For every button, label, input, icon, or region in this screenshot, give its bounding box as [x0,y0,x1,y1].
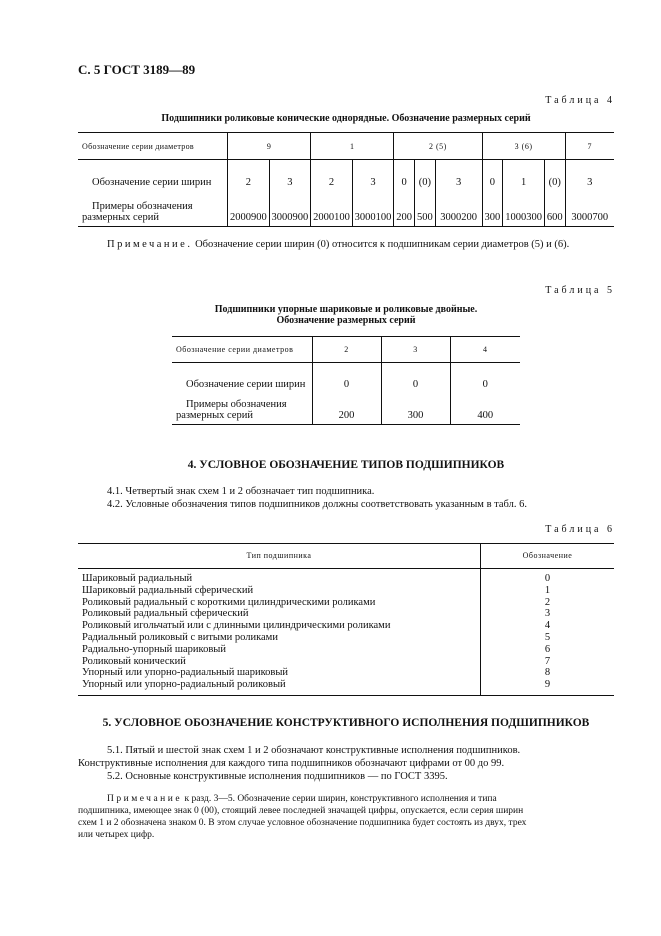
table4-width-series-label: Обозначение серии ширин [92,177,212,188]
table6-code-item: 8 [544,667,551,679]
table6-code-item: 2 [544,596,551,608]
table6-col2-header: Обозначение [481,544,615,569]
table6-type-item: Упорный или упорно-радиальный шариковый [82,667,289,679]
table5-diameter-cell: 2 [312,337,381,363]
table5-width-cell: 0 [381,363,450,392]
table4-width-cell: 0 [482,160,503,190]
table4-header-label: Обозначение серии диаметров [78,133,228,160]
note1 [107,238,627,251]
table6-code-item: 5 [544,631,551,643]
table5-header-label: Обозначение серии диаметров [172,337,312,363]
note2-line1 [78,793,618,805]
table4-width-cell: (0) [544,160,565,190]
table4-examples-label: Примеры обозначения размерных серий [82,201,193,223]
section4-heading: 4. УСЛОВНОЕ ОБОЗНАЧЕНИЕ ТИПОВ ПОДШИПНИКОВ [187,459,505,471]
table4-width-cell: 3 [269,160,311,190]
note2-line3: схем 1 и 2 обозначена знаком 0. В этом случае условное обозначение подшипника будет состоять из двух, трех [78,818,527,828]
table5-title [172,304,520,326]
table4-diameter-2-5: 2 (5) [394,133,482,160]
table4-example-cell: 600 [544,189,565,227]
table6-types [78,569,481,696]
note2-line1-text: к разд. 3—5. Обозначение серии ширин, конструктивного исполнения и типа [182,794,497,804]
page-header: С. 5 ГОСТ 3189—89 [78,62,196,77]
table6-codes [481,569,615,696]
table4-example-cell: 3000700 [565,189,614,227]
section5-para1-line2: Конструктивные исполнения для каждого типа подшипников обозначают цифрами от 00 до 99. [78,758,505,769]
table4-example-cell: 2000100 [311,189,353,227]
table6 [78,543,614,696]
table6-code-item: 7 [544,655,551,667]
table4-width-cell: 1 [503,160,545,190]
table4-example-cell: 200 [394,189,415,227]
table4-diameter-3-6: 3 (6) [482,133,565,160]
note1-text: Обозначение серии ширин (0) относится к подшипникам серии диаметров (5) и (6). [192,239,570,250]
table6-caption: Таблица 6 [545,524,615,535]
table5-caption: Таблица 5 [545,285,615,296]
table6-code-item: 4 [544,620,551,632]
table4-width-cell: 2 [311,160,353,190]
table4-example-cell: 500 [415,189,436,227]
table4-width-cell: (0) [415,160,436,190]
table5-diameter-cell: 4 [450,337,520,363]
table5-example-cell: 300 [381,391,450,425]
table6-code-item: 1 [544,584,551,596]
table6-type-item: Радиально-упорный шариковый [82,643,226,655]
table6-type-item: Роликовый радиальный с короткими цилиндрическими роликами [82,596,376,608]
table4 [78,132,614,227]
table4-width-cell: 3 [352,160,394,190]
table4-diameter-1: 1 [311,133,394,160]
note2-line4: или четырех цифр. [78,830,155,840]
section5-para2: 5.2. Основные конструктивные исполнения подшипников — по ГОСТ 3395. [107,771,448,782]
table6-code-item: 6 [544,643,551,655]
section5-heading: 5. УСЛОВНОЕ ОБОЗНАЧЕНИЕ КОНСТРУКТИВНОГО ИСПОЛНЕНИЯ ПОДШИПНИКОВ [102,717,590,729]
table4-example-cell: 3000200 [435,189,482,227]
table5-width-series-label: Обозначение серии ширин [186,379,306,390]
note2-line2: подшипника, имеющее знак 0 (00), стоящий левее последней значащей цифры, опускается, если серия ширин [78,806,524,816]
table4-title: Подшипники роликовые конические однорядные. Обозначение размерных серий [161,113,531,124]
table6-type-item: Радиальный роликовый с витыми роликами [82,631,278,643]
table5-title-line2: Обозначение размерных серий [276,315,416,326]
table6-type-item: Роликовый радиальный сферический [82,608,249,620]
table4-width-cell: 3 [435,160,482,190]
table4-width-cell: 0 [394,160,415,190]
table4-example-cell: 300 [482,189,503,227]
table6-type-item: Шариковый радиальный [82,573,193,584]
table4-diameter-9: 9 [228,133,311,160]
table6-code-item: 9 [544,679,551,691]
table4-example-cell: 1000300 [503,189,545,227]
table5-diameter-cell: 3 [381,337,450,363]
table6-type-item: Роликовый игольчатый или с длинными цилиндрическими роликами [82,620,391,632]
table6-code-item: 0 [544,573,551,584]
table5-width-cell: 0 [312,363,381,392]
section5-para1-line1: 5.1. Пятый и шестой знак схем 1 и 2 обозначают конструктивные исполнения подшипников. [107,745,521,756]
table4-example-cell: 3000900 [269,189,311,227]
note2-label: Примечание [107,794,183,804]
table5-title-line1: Подшипники упорные шариковые и роликовые двойные. [214,304,478,315]
table4-example-cell: 2000900 [228,189,270,227]
table5-example-cell: 200 [312,391,381,425]
table6-col1-header: Тип подшипника [78,544,481,569]
table4-example-cell: 3000100 [352,189,394,227]
table5-example-cell: 400 [450,391,520,425]
table5-width-cell: 0 [450,363,520,392]
table6-type-item: Шариковый радиальный сферический [82,584,254,596]
table4-width-cell: 3 [565,160,614,190]
table4-width-cell: 2 [228,160,270,190]
table5-examples-label: Примеры обозначения размерных серий [176,399,287,421]
table6-type-item: Роликовый конический [82,655,186,667]
note2 [78,793,618,841]
table6-code-item: 3 [544,608,551,620]
table4-diameter-7: 7 [565,133,614,160]
section4-para1: 4.1. Четвертый знак схем 1 и 2 обозначает тип подшипника. [107,486,375,497]
note1-label: Примечание. [107,239,193,250]
table6-type-item: Упорный или упорно-радиальный роликовый [82,679,286,691]
table5 [172,336,520,425]
section4-para2: 4.2. Условные обозначения типов подшипников должны соответствовать указанным в табл. 6. [107,499,527,510]
table4-caption: Таблица 4 [545,95,615,106]
